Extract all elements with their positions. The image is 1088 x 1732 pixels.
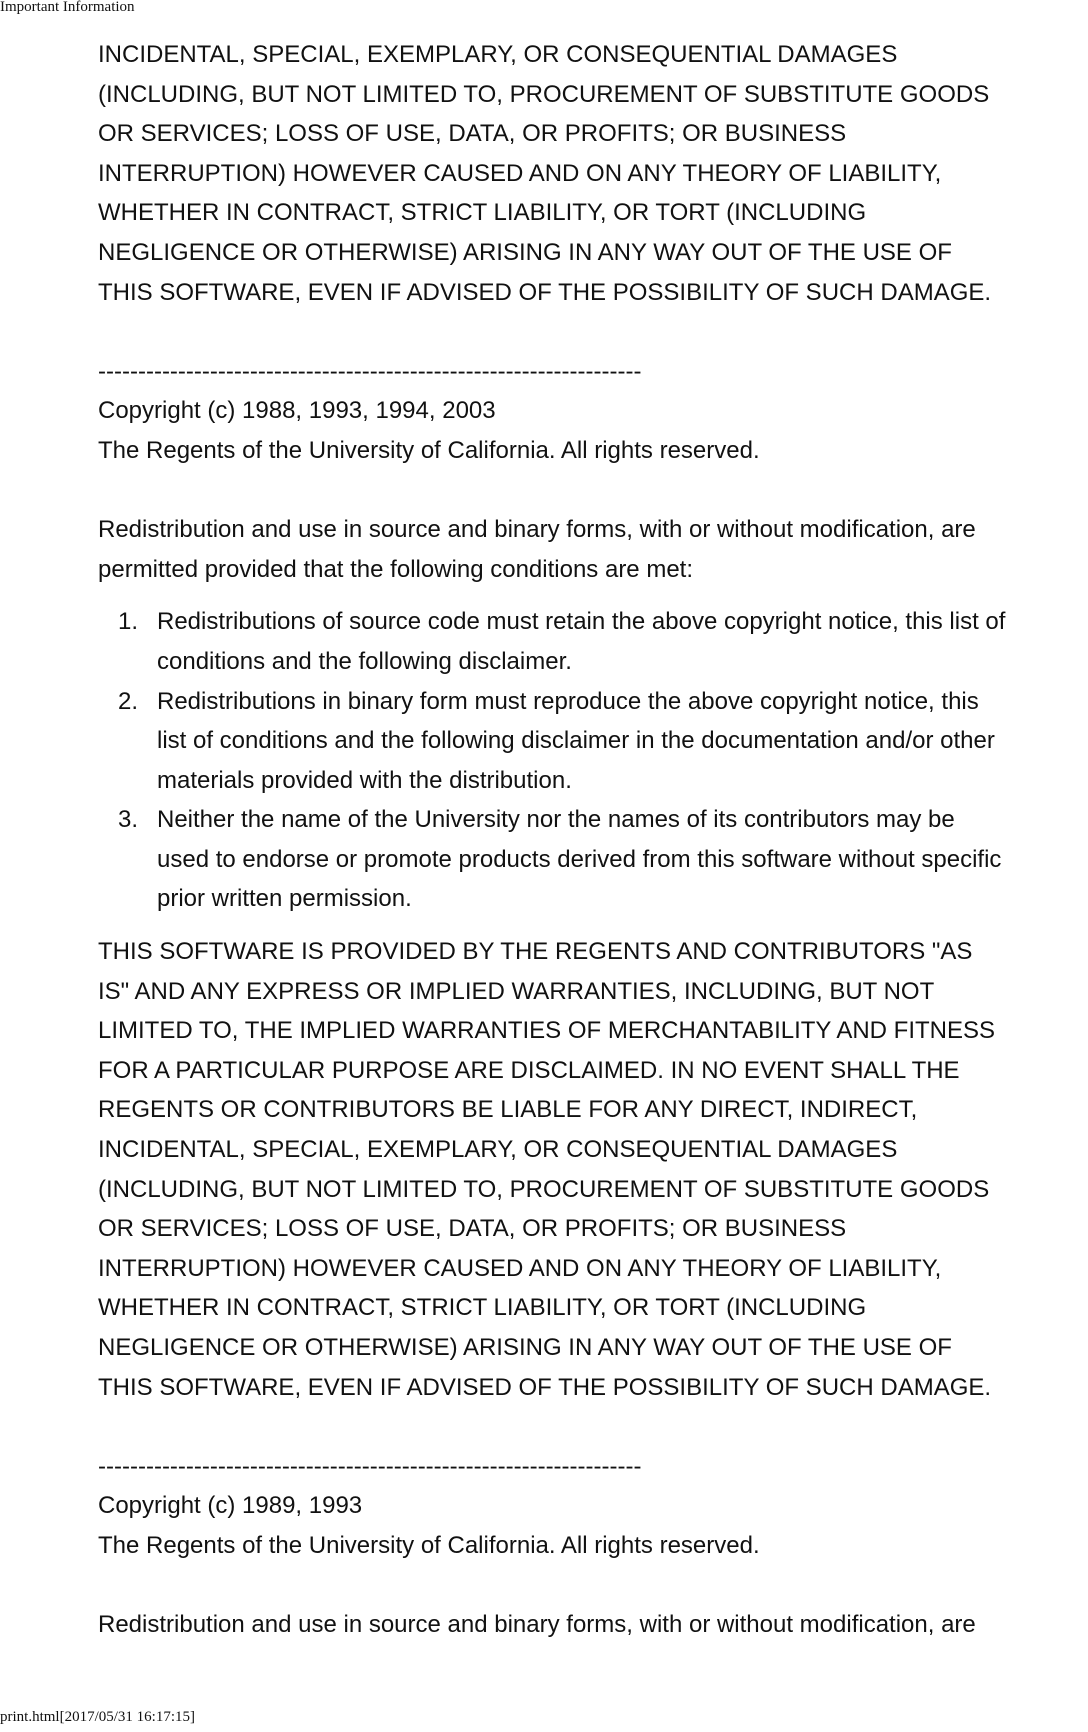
list-item: [98, 682, 1088, 801]
text-line: (INCLUDING, BUT NOT LIMITED TO, PROCUREMENT OF SUBSTITUTE GOODS: [98, 80, 990, 108]
redistribution-intro: [98, 510, 1088, 589]
text-line: NEGLIGENCE OR OTHERWISE) ARISING IN ANY WAY OUT OF THE USE OF: [98, 238, 952, 266]
redistribution-intro: [98, 1605, 1088, 1645]
blank-line: [98, 471, 1088, 511]
text-line: REGENTS OR CONTRIBUTORS BE LIABLE FOR ANY DIRECT, INDIRECT,: [98, 1096, 918, 1124]
list-item: [98, 800, 1088, 919]
blank-line: [98, 1566, 1088, 1606]
page-footer-source: print.html[2017/05/31 16:17:15]: [0, 1709, 195, 1725]
text-line: Redistribution and use in source and binary forms, with or without modification, are: [98, 1611, 976, 1639]
license-header: [98, 352, 1088, 471]
blank-line: [98, 1407, 1088, 1447]
text-line: INCIDENTAL, SPECIAL, EXEMPLARY, OR CONSEQUENTIAL DAMAGES: [98, 41, 898, 68]
text-line: prior written permission.: [157, 885, 412, 913]
text-line: list of conditions and the following disclaimer in the documentation and/or other: [157, 727, 995, 755]
text-line: LIMITED TO, THE IMPLIED WARRANTIES OF MERCHANTABILITY AND FITNESS: [98, 1017, 996, 1045]
text-line: used to endorse or promote products derived from this software without specific: [157, 845, 1002, 873]
text-line: THIS SOFTWARE IS PROVIDED BY THE REGENTS AND CONTRIBUTORS "AS: [98, 938, 973, 966]
list-item-number: 1.: [118, 608, 139, 636]
text-line: THIS SOFTWARE, EVEN IF ADVISED OF THE POSSIBILITY OF SUCH DAMAGE.: [98, 278, 992, 306]
text-line: FOR A PARTICULAR PURPOSE ARE DISCLAIMED. IN NO EVENT SHALL THE: [98, 1056, 960, 1084]
text-line: Redistribution and use in source and binary forms, with or without modification, are: [98, 516, 976, 544]
text-line: OR SERVICES; LOSS OF USE, DATA, OR PROFITS; OR BUSINESS: [98, 1215, 847, 1243]
separator-line: --------------------------------------------------------------------: [98, 357, 642, 385]
list-item: [98, 602, 1088, 681]
text-line: INTERRUPTION) HOWEVER CAUSED AND ON ANY THEORY OF LIABILITY,: [98, 1254, 942, 1282]
license-document: [98, 35, 1088, 1645]
rights-line: The Regents of the University of California. All rights reserved.: [98, 436, 760, 464]
page-header-title: Important Information: [0, 0, 135, 15]
text-line: permitted provided that the following conditions are met:: [98, 555, 693, 583]
blank-line: [98, 312, 1088, 352]
text-line: conditions and the following disclaimer.: [157, 647, 572, 675]
text-line: materials provided with the distribution.: [157, 766, 572, 794]
text-line: IS" AND ANY EXPRESS OR IMPLIED WARRANTIES, INCLUDING, BUT NOT: [98, 977, 935, 1005]
list-item-number: 2.: [118, 687, 139, 715]
separator-line: --------------------------------------------------------------------: [98, 1452, 642, 1480]
text-line: INCIDENTAL, SPECIAL, EXEMPLARY, OR CONSEQUENTIAL DAMAGES: [98, 1136, 898, 1164]
disclaimer-continuation: [98, 35, 1088, 312]
text-line: WHETHER IN CONTRACT, STRICT LIABILITY, OR TORT (INCLUDING: [98, 1294, 867, 1322]
text-line: NEGLIGENCE OR OTHERWISE) ARISING IN ANY WAY OUT OF THE USE OF: [98, 1334, 952, 1361]
text-line: OR SERVICES; LOSS OF USE, DATA, OR PROFITS; OR BUSINESS: [98, 120, 847, 148]
copyright-line: Copyright (c) 1988, 1993, 1994, 2003: [98, 397, 496, 425]
text-line: THIS SOFTWARE, EVEN IF ADVISED OF THE POSSIBILITY OF SUCH DAMAGE.: [98, 1373, 992, 1401]
rights-line: The Regents of the University of California. All rights reserved.: [98, 1531, 760, 1559]
conditions-list: [98, 602, 1088, 919]
warranty-disclaimer: [98, 932, 1088, 1407]
text-line: Neither the name of the University nor the names of its contributors may be: [157, 806, 955, 834]
text-line: Redistributions in binary form must reproduce the above copyright notice, this: [157, 687, 979, 715]
text-line: WHETHER IN CONTRACT, STRICT LIABILITY, OR TORT (INCLUDING: [98, 199, 867, 227]
text-line: (INCLUDING, BUT NOT LIMITED TO, PROCUREMENT OF SUBSTITUTE GOODS: [98, 1175, 990, 1203]
copyright-line: Copyright (c) 1989, 1993: [98, 1492, 363, 1520]
text-line: INTERRUPTION) HOWEVER CAUSED AND ON ANY THEORY OF LIABILITY,: [98, 159, 942, 187]
license-header: [98, 1447, 1088, 1566]
text-line: Redistributions of source code must retain the above copyright notice, this list of: [157, 608, 1006, 636]
list-item-number: 3.: [118, 806, 139, 834]
